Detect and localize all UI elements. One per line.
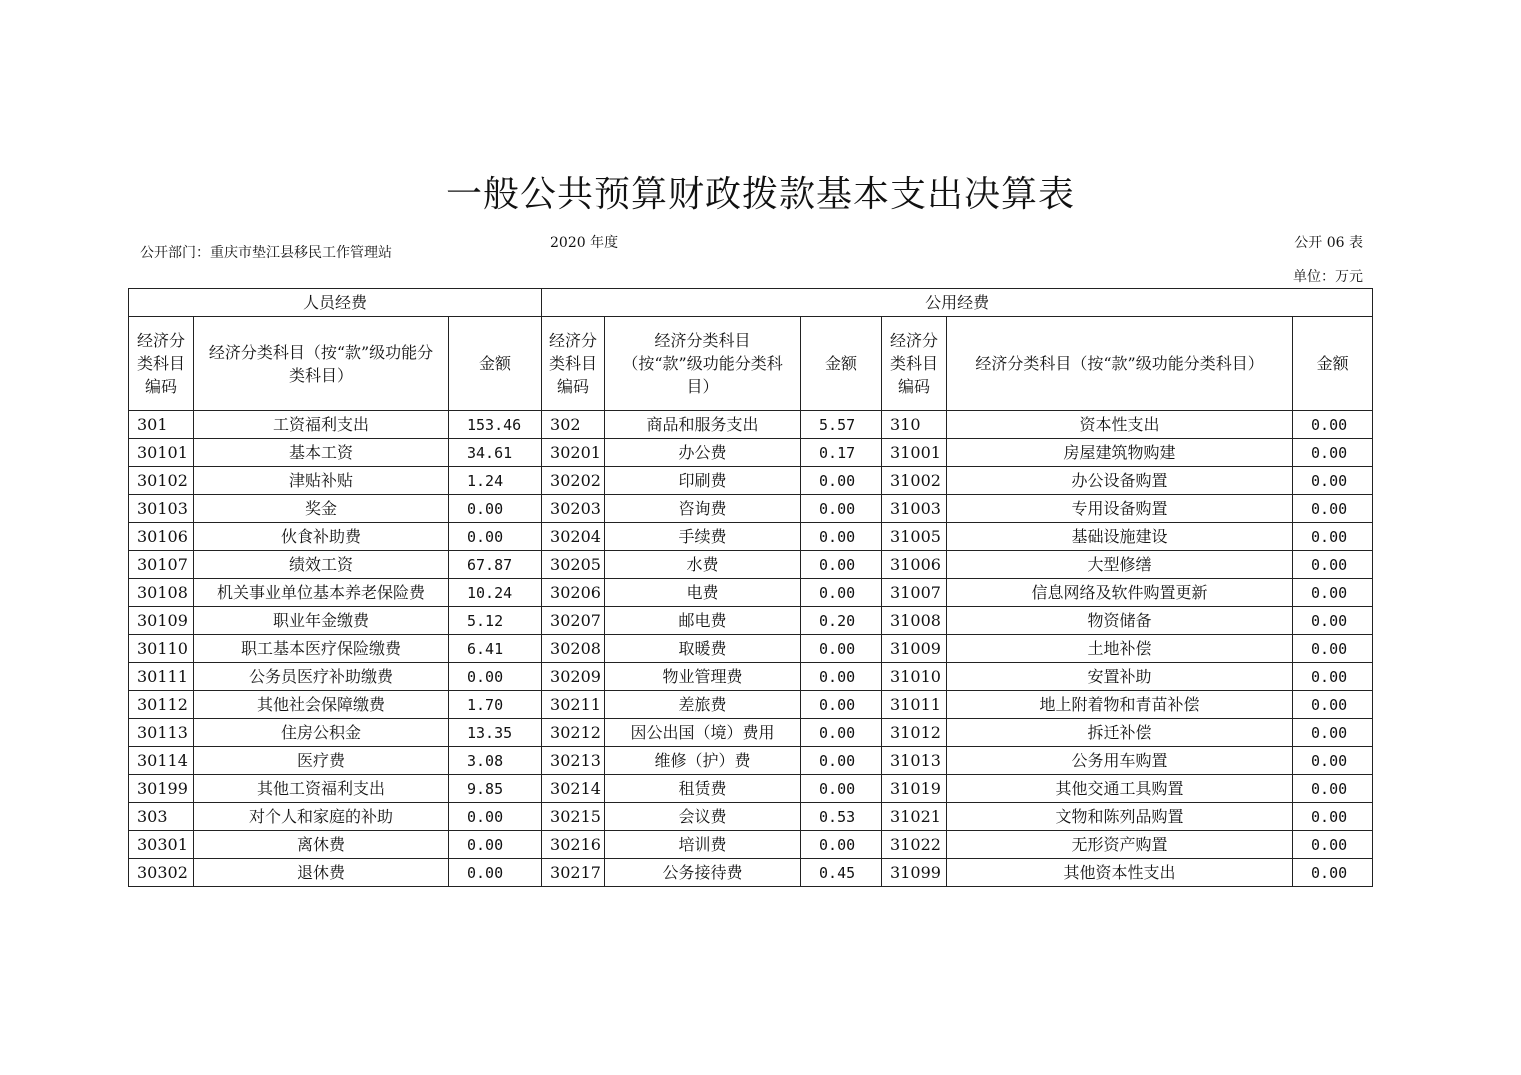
header-name-3: 经济分类科目（按“款”级功能分类科目） [947, 317, 1293, 411]
amount-cell: 0.00 [801, 747, 882, 775]
table-row [129, 579, 1373, 607]
code-cell: 30211 [542, 691, 605, 719]
amount-cell: 0.00 [801, 831, 882, 859]
header-code-2: 经济分类科目编码 [542, 317, 605, 411]
amount-cell: 0.00 [449, 831, 542, 859]
amount-cell: 0.00 [1293, 859, 1373, 887]
name-cell: 其他资本性支出 [947, 859, 1293, 887]
code-cell: 30109 [129, 607, 194, 635]
name-cell: 手续费 [605, 523, 801, 551]
name-cell: 其他工资福利支出 [194, 775, 449, 803]
code-cell: 310 [882, 411, 947, 439]
table-row [129, 467, 1373, 495]
name-cell: 商品和服务支出 [605, 411, 801, 439]
table-row [129, 635, 1373, 663]
amount-cell: 5.12 [449, 607, 542, 635]
name-cell: 信息网络及软件购置更新 [947, 579, 1293, 607]
amount-cell: 0.00 [1293, 747, 1373, 775]
amount-cell: 0.00 [801, 579, 882, 607]
amount-cell: 0.00 [449, 859, 542, 887]
code-cell: 30203 [542, 495, 605, 523]
code-cell: 31008 [882, 607, 947, 635]
expenditure-table [128, 288, 1373, 887]
code-cell: 30206 [542, 579, 605, 607]
amount-cell: 0.00 [1293, 803, 1373, 831]
name-cell: 水费 [605, 551, 801, 579]
group-header-personnel: 人员经费 [129, 289, 542, 317]
amount-cell: 0.00 [1293, 775, 1373, 803]
name-cell: 无形资产购置 [947, 831, 1293, 859]
table-row [129, 523, 1373, 551]
name-cell: 维修（护）费 [605, 747, 801, 775]
name-cell: 基础设施建设 [947, 523, 1293, 551]
name-cell: 公务员医疗补助缴费 [194, 663, 449, 691]
table-row [129, 663, 1373, 691]
name-cell: 其他社会保障缴费 [194, 691, 449, 719]
name-cell: 专用设备购置 [947, 495, 1293, 523]
amount-cell: 9.85 [449, 775, 542, 803]
code-cell: 31021 [882, 803, 947, 831]
amount-cell: 0.00 [1293, 579, 1373, 607]
amount-cell: 0.00 [801, 775, 882, 803]
name-cell: 职业年金缴费 [194, 607, 449, 635]
code-cell: 30207 [542, 607, 605, 635]
name-cell: 拆迁补偿 [947, 719, 1293, 747]
name-cell: 房屋建筑物购建 [947, 439, 1293, 467]
table-row [129, 859, 1373, 887]
form-number-label: 公开 06 表 [1294, 235, 1363, 251]
code-cell: 30114 [129, 747, 194, 775]
amount-cell: 0.00 [801, 635, 882, 663]
code-cell: 30201 [542, 439, 605, 467]
code-cell: 30212 [542, 719, 605, 747]
header-name-1: 经济分类科目（按“款”级功能分类科目） [194, 317, 449, 411]
code-cell: 31019 [882, 775, 947, 803]
table-row [129, 607, 1373, 635]
code-cell: 30215 [542, 803, 605, 831]
table-row [129, 495, 1373, 523]
table-row [129, 831, 1373, 859]
code-cell: 30199 [129, 775, 194, 803]
code-cell: 30110 [129, 635, 194, 663]
code-cell: 302 [542, 411, 605, 439]
amount-cell: 0.00 [801, 691, 882, 719]
name-cell: 工资福利支出 [194, 411, 449, 439]
name-cell: 医疗费 [194, 747, 449, 775]
amount-cell: 0.00 [1293, 691, 1373, 719]
table-row [129, 439, 1373, 467]
code-cell: 30202 [542, 467, 605, 495]
code-cell: 303 [129, 803, 194, 831]
amount-cell: 0.00 [1293, 551, 1373, 579]
code-cell: 31022 [882, 831, 947, 859]
amount-cell: 0.00 [801, 495, 882, 523]
name-cell: 基本工资 [194, 439, 449, 467]
code-cell: 31010 [882, 663, 947, 691]
code-cell: 30301 [129, 831, 194, 859]
header-name-2: 经济分类科目（按“款”级功能分类科目） [605, 317, 801, 411]
name-cell: 邮电费 [605, 607, 801, 635]
amount-cell: 0.00 [449, 495, 542, 523]
name-cell: 印刷费 [605, 467, 801, 495]
name-cell: 差旅费 [605, 691, 801, 719]
year-label: 2020 年度 [550, 235, 619, 251]
name-cell: 离休费 [194, 831, 449, 859]
name-cell: 物资储备 [947, 607, 1293, 635]
amount-cell: 0.00 [1293, 607, 1373, 635]
department-label: 公开部门：重庆市垫江县移民工作管理站 [140, 245, 392, 261]
amount-cell: 67.87 [449, 551, 542, 579]
amount-cell: 0.53 [801, 803, 882, 831]
name-cell: 咨询费 [605, 495, 801, 523]
code-cell: 30102 [129, 467, 194, 495]
name-cell: 退休费 [194, 859, 449, 887]
header-code-3: 经济分类科目编码 [882, 317, 947, 411]
code-cell: 30103 [129, 495, 194, 523]
code-cell: 30302 [129, 859, 194, 887]
name-cell: 租赁费 [605, 775, 801, 803]
amount-cell: 0.00 [801, 467, 882, 495]
amount-cell: 0.17 [801, 439, 882, 467]
amount-cell: 0.00 [1293, 495, 1373, 523]
group-header-public: 公用经费 [542, 289, 1373, 317]
amount-cell: 34.61 [449, 439, 542, 467]
name-cell: 伙食补助费 [194, 523, 449, 551]
amount-cell: 3.08 [449, 747, 542, 775]
name-cell: 住房公积金 [194, 719, 449, 747]
code-cell: 31009 [882, 635, 947, 663]
table-row [129, 551, 1373, 579]
table-row [129, 691, 1373, 719]
name-cell: 物业管理费 [605, 663, 801, 691]
amount-cell: 0.00 [1293, 831, 1373, 859]
name-cell: 公务接待费 [605, 859, 801, 887]
header-code-1: 经济分类科目编码 [129, 317, 194, 411]
name-cell: 其他交通工具购置 [947, 775, 1293, 803]
name-cell: 奖金 [194, 495, 449, 523]
amount-cell: 0.00 [1293, 719, 1373, 747]
amount-cell: 13.35 [449, 719, 542, 747]
amount-cell: 0.00 [1293, 439, 1373, 467]
code-cell: 31005 [882, 523, 947, 551]
code-cell: 31006 [882, 551, 947, 579]
name-cell: 会议费 [605, 803, 801, 831]
code-cell: 31011 [882, 691, 947, 719]
table-row [129, 719, 1373, 747]
code-cell: 30214 [542, 775, 605, 803]
name-cell: 因公出国（境）费用 [605, 719, 801, 747]
amount-cell: 0.00 [1293, 635, 1373, 663]
amount-cell: 0.00 [801, 663, 882, 691]
header-amount-2: 金额 [801, 317, 882, 411]
code-cell: 301 [129, 411, 194, 439]
code-cell: 30106 [129, 523, 194, 551]
name-cell: 办公费 [605, 439, 801, 467]
name-cell: 绩效工资 [194, 551, 449, 579]
name-cell: 地上附着物和青苗补偿 [947, 691, 1293, 719]
name-cell: 公务用车购置 [947, 747, 1293, 775]
code-cell: 31012 [882, 719, 947, 747]
amount-cell: 0.20 [801, 607, 882, 635]
code-cell: 31003 [882, 495, 947, 523]
table-row [129, 747, 1373, 775]
amount-cell: 0.00 [801, 551, 882, 579]
amount-cell: 0.00 [1293, 663, 1373, 691]
code-cell: 30108 [129, 579, 194, 607]
amount-cell: 10.24 [449, 579, 542, 607]
code-cell: 30101 [129, 439, 194, 467]
unit-label: 单位：万元 [1293, 269, 1363, 285]
name-cell: 办公设备购置 [947, 467, 1293, 495]
code-cell: 30216 [542, 831, 605, 859]
table-row [129, 803, 1373, 831]
amount-cell: 1.24 [449, 467, 542, 495]
code-cell: 30217 [542, 859, 605, 887]
code-cell: 31002 [882, 467, 947, 495]
code-cell: 31007 [882, 579, 947, 607]
header-amount-1: 金额 [449, 317, 542, 411]
name-cell: 大型修缮 [947, 551, 1293, 579]
amount-cell: 0.00 [449, 663, 542, 691]
code-cell: 31013 [882, 747, 947, 775]
name-cell: 职工基本医疗保险缴费 [194, 635, 449, 663]
header-amount-3: 金额 [1293, 317, 1373, 411]
code-cell: 31099 [882, 859, 947, 887]
amount-cell: 0.00 [449, 803, 542, 831]
code-cell: 30209 [542, 663, 605, 691]
name-cell: 取暖费 [605, 635, 801, 663]
amount-cell: 1.70 [449, 691, 542, 719]
amount-cell: 5.57 [801, 411, 882, 439]
code-cell: 30113 [129, 719, 194, 747]
name-cell: 土地补偿 [947, 635, 1293, 663]
amount-cell: 6.41 [449, 635, 542, 663]
amount-cell: 0.00 [1293, 411, 1373, 439]
name-cell: 津贴补贴 [194, 467, 449, 495]
amount-cell: 0.45 [801, 859, 882, 887]
amount-cell: 153.46 [449, 411, 542, 439]
code-cell: 30112 [129, 691, 194, 719]
table-row [129, 411, 1373, 439]
code-cell: 30111 [129, 663, 194, 691]
amount-cell: 0.00 [801, 719, 882, 747]
code-cell: 30205 [542, 551, 605, 579]
code-cell: 30204 [542, 523, 605, 551]
code-cell: 31001 [882, 439, 947, 467]
amount-cell: 0.00 [1293, 523, 1373, 551]
amount-cell: 0.00 [801, 523, 882, 551]
table-row [129, 775, 1373, 803]
name-cell: 文物和陈列品购置 [947, 803, 1293, 831]
name-cell: 资本性支出 [947, 411, 1293, 439]
name-cell: 安置补助 [947, 663, 1293, 691]
page-title: 一般公共预算财政拨款基本支出决算表 [445, 174, 1075, 215]
name-cell: 培训费 [605, 831, 801, 859]
amount-cell: 0.00 [449, 523, 542, 551]
name-cell: 机关事业单位基本养老保险费 [194, 579, 449, 607]
name-cell: 电费 [605, 579, 801, 607]
name-cell: 对个人和家庭的补助 [194, 803, 449, 831]
code-cell: 30213 [542, 747, 605, 775]
code-cell: 30107 [129, 551, 194, 579]
amount-cell: 0.00 [1293, 467, 1373, 495]
code-cell: 30208 [542, 635, 605, 663]
